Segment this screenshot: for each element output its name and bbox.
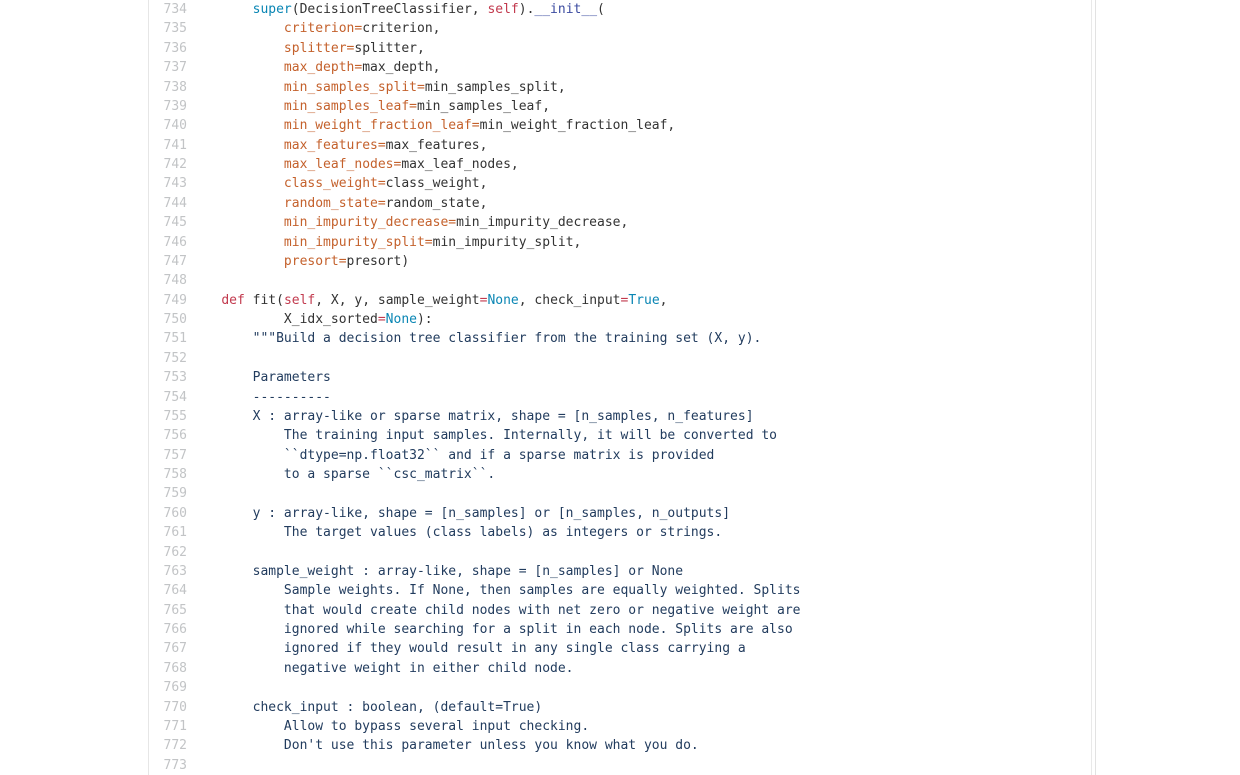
- code-line: [149, 465, 1091, 484]
- code-text: The training input samples. Internally, it will be converted to: [190, 428, 777, 444]
- line-number[interactable]: 768: [163, 660, 187, 676]
- code-line: [149, 58, 1091, 77]
- line-number[interactable]: 734: [163, 2, 187, 17]
- code-line: [149, 349, 1091, 368]
- line-number[interactable]: 735: [163, 21, 187, 37]
- code-line: [149, 562, 1091, 581]
- code-text: def fit(self, X, y, sample_weight=None, check_input=True,: [221, 292, 668, 308]
- code-line: [149, 407, 1091, 426]
- code-text: Sample weights. If None, then samples are equally weighted. Splits: [190, 583, 801, 599]
- code-text: min_impurity_decrease=min_impurity_decrease,: [283, 215, 629, 231]
- line-number[interactable]: 747: [163, 253, 187, 269]
- code-line: [149, 368, 1091, 387]
- code-text: class_weight=class_weight,: [283, 176, 488, 192]
- code-line: [149, 329, 1091, 348]
- line-number[interactable]: 769: [163, 680, 187, 696]
- line-number[interactable]: 742: [163, 157, 187, 172]
- line-number[interactable]: 757: [163, 447, 187, 463]
- code-text: X : array-like or sparse matrix, shape = [n_samples, n_features]: [190, 408, 754, 424]
- line-number[interactable]: 753: [163, 370, 187, 386]
- code-line: [149, 194, 1091, 213]
- code-line: [149, 717, 1091, 736]
- code-line: [149, 271, 1091, 290]
- code-text: """Build a decision tree classifier from the training set (X, y).: [190, 331, 762, 347]
- code-line: [149, 388, 1091, 407]
- line-number[interactable]: 766: [163, 622, 187, 637]
- line-number[interactable]: 756: [163, 428, 187, 444]
- line-number[interactable]: 750: [163, 312, 187, 327]
- code-line: [149, 213, 1091, 232]
- line-number[interactable]: 771: [163, 718, 187, 734]
- line-number[interactable]: 763: [163, 563, 187, 579]
- code-line: [149, 310, 1091, 329]
- line-number[interactable]: 762: [163, 544, 187, 560]
- line-number[interactable]: 746: [163, 234, 187, 250]
- line-number[interactable]: 761: [163, 525, 187, 541]
- code-line: [149, 639, 1091, 658]
- code-text: max_features=max_features,: [283, 137, 488, 153]
- code-text: ignored if they would result in any single class carrying a: [190, 641, 746, 657]
- line-number[interactable]: 736: [163, 40, 187, 56]
- code-line: [149, 620, 1091, 639]
- code-line: [149, 116, 1091, 135]
- code-text: ignored while searching for a split in each node. Splits are also: [190, 622, 793, 637]
- line-number[interactable]: 737: [163, 60, 187, 76]
- code-line: [149, 426, 1091, 445]
- code-text: min_impurity_split=min_impurity_split,: [283, 234, 582, 250]
- line-number[interactable]: 739: [163, 98, 187, 114]
- code-text: that would create child nodes with net zero or negative weight are: [190, 602, 801, 618]
- code-text: random_state=random_state,: [283, 195, 488, 211]
- line-number[interactable]: 748: [163, 273, 187, 289]
- code-text: ----------: [190, 389, 331, 405]
- line-number[interactable]: 767: [163, 641, 187, 657]
- line-number[interactable]: 755: [163, 408, 187, 424]
- code-line: [149, 504, 1091, 523]
- code-editor: [148, 0, 1092, 775]
- code-text: check_input : boolean, (default=True): [190, 699, 543, 715]
- code-text: negative weight in either child node.: [190, 660, 574, 676]
- code-line: [149, 136, 1091, 155]
- code-text: Allow to bypass several input checking.: [190, 718, 590, 734]
- panel-divider: [1095, 0, 1096, 775]
- code-line: [149, 19, 1091, 38]
- code-text: min_samples_leaf=min_samples_leaf,: [283, 98, 551, 114]
- line-number[interactable]: 743: [163, 176, 187, 192]
- line-number[interactable]: 758: [163, 467, 187, 482]
- code-text: sample_weight : array-like, shape = [n_samples] or None: [190, 563, 684, 579]
- code-text: presort=presort): [283, 253, 410, 269]
- code-line: [149, 659, 1091, 678]
- line-number[interactable]: 765: [163, 602, 187, 618]
- line-number[interactable]: 741: [163, 137, 187, 153]
- code-line: [149, 756, 1091, 775]
- line-number[interactable]: 744: [163, 195, 187, 211]
- code-line: [149, 581, 1091, 600]
- code-line: [149, 484, 1091, 503]
- code-text: min_samples_split=min_samples_split,: [283, 79, 566, 95]
- code-text: Don't use this parameter unless you know what you do.: [190, 738, 699, 754]
- code-line: [149, 291, 1091, 310]
- code-line: [149, 678, 1091, 697]
- code-text: to a sparse ``csc_matrix``.: [190, 467, 496, 482]
- code-text: Parameters: [190, 370, 331, 386]
- code-line: [149, 78, 1091, 97]
- line-number[interactable]: 751: [163, 331, 187, 347]
- code-line: [149, 174, 1091, 193]
- code-line: [149, 97, 1091, 116]
- code-text: y : array-like, shape = [n_samples] or [n_samples, n_outputs]: [190, 505, 731, 521]
- line-number[interactable]: 764: [163, 583, 187, 599]
- line-number[interactable]: 773: [163, 757, 187, 773]
- code-line: [149, 252, 1091, 271]
- code-line: [149, 446, 1091, 465]
- code-text: The target values (class labels) as integers or strings.: [190, 525, 723, 541]
- code-line: [149, 543, 1091, 562]
- code-text: max_depth=max_depth,: [283, 60, 441, 76]
- code-line: [149, 155, 1091, 174]
- code-line: [149, 523, 1091, 542]
- code-text: X_idx_sorted=None):: [190, 312, 433, 327]
- line-number[interactable]: 740: [163, 118, 187, 134]
- line-number[interactable]: 749: [163, 292, 187, 308]
- code-line: [149, 601, 1091, 620]
- code-text: max_leaf_nodes=max_leaf_nodes,: [283, 157, 519, 172]
- code-text: min_weight_fraction_leaf=min_weight_fraction_leaf,: [283, 118, 676, 134]
- code-text: criterion=criterion,: [283, 21, 441, 37]
- code-line: [149, 233, 1091, 252]
- line-number[interactable]: 772: [163, 738, 187, 754]
- line-number[interactable]: 759: [163, 486, 187, 502]
- code-text: ``dtype=np.float32`` and if a sparse matrix is provided: [190, 447, 715, 463]
- code-line: [149, 736, 1091, 755]
- code-text: super(DecisionTreeClassifier, self).__init__(: [252, 2, 605, 17]
- line-number[interactable]: 754: [163, 389, 187, 405]
- code-line: [149, 698, 1091, 717]
- line-number[interactable]: 752: [163, 350, 187, 366]
- code-lines: [149, 0, 1091, 775]
- line-number[interactable]: 770: [163, 699, 187, 715]
- line-number[interactable]: 738: [163, 79, 187, 95]
- line-number[interactable]: 760: [163, 505, 187, 521]
- line-number[interactable]: 745: [163, 215, 187, 231]
- code-line: [149, 0, 1091, 19]
- code-text: splitter=splitter,: [283, 40, 425, 56]
- code-line: [149, 39, 1091, 58]
